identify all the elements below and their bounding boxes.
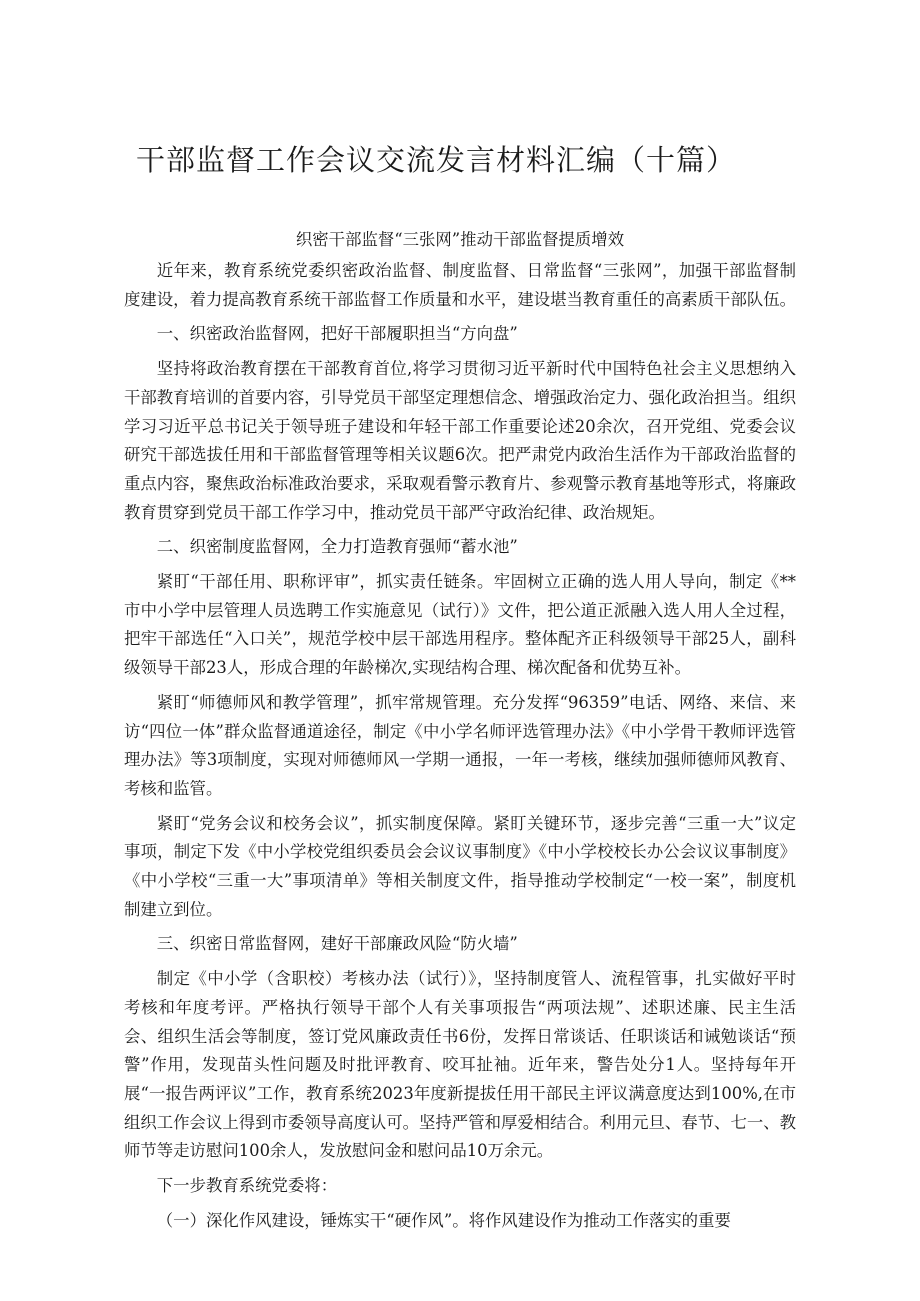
body-paragraph: 紧盯“干部任用、职称评审”，抓实责任链条。牢固树立正确的选人用人导向，制定《**市中小学中层管理人员选聘工作实施意见（试行）》文件，把公道正派融入选人用人全过程，把牢干部选任“入口关”，规范学校中层干部选用程序。整体配齐正科级领导干部25人，副科级领导干部23人，形成合理的年龄梯次,实现结构合理、梯次配备和优势互补。 xyxy=(124,572,796,678)
body-paragraph: （一）深化作风建设，锤炼实干“硬作风”。将作风建设作为推动工作落实的重要 xyxy=(156,1210,731,1230)
section-heading: 三、织密日常监督网，建好干部廉政风险“防火墙” xyxy=(156,934,518,954)
body-paragraph: 紧盯“师德师风和教学管理”，抓牢常规管理。充分发挥“96359”电话、网络、来信、来访“四位一体”群众监督通道途径，制定《中小学名师评选管理办法》《中小学骨干教师评选管理办法》等3项制度，实现对师德师风一学期一通报，一年一考核，继续加强师德师风教育、考核和监管。 xyxy=(124,692,796,798)
body-paragraph: 紧盯“党务会议和校务会议”，抓实制度保障。紧盯关键环节，逐步完善“三重一大”议定事项，制定下发《中小学校党组织委员会会议议事制度》《中小学校校长办公会议议事制度》《中小学校“三重一大”事项清单》等相关制度文件，指导推动学校制定“一校一案”，制度机制建立到位。 xyxy=(124,813,796,919)
section-heading: 二、织密制度监督网，全力打造教育强师“蓄水池” xyxy=(156,537,518,557)
body-paragraph: 制定《中小学（含职校）考核办法（试行）》，坚持制度管人、流程管事，扎实做好平时考核和年度考评。严格执行领导干部个人有关事项报告“两项法规”、述职述廉、民主生活会、组织生活会等制度，签订党风廉政责任书6份，发挥日常谈话、任职谈话和诫勉谈话“预警”作用，发现苗头性问题及时批评教育、咬耳扯袖。近年来，警告处分1人。坚持每年开展“一报告两评议”工作，教育系统2023年度新提拔任用干部民主评议满意度达到100%,在市组织工作会议上得到市委领导高度认可。坚持严管和厚爱相结合。利用元旦、春节、七一、教师节等走访慰问100余人，发放慰问金和慰问品10万余元。 xyxy=(124,969,797,1161)
page-title: 干部监督工作会议交流发言材料汇编（十篇） xyxy=(136,143,737,177)
document-body xyxy=(124,226,796,1242)
body-paragraph: 下一步教育系统党委将： xyxy=(156,1176,338,1196)
body-paragraph: 坚持将政治教育摆在干部教育首位,将学习贯彻习近平新时代中国特色社会主义思想纳入干部教育培训的首要内容，引导党员干部坚定理想信念、增强政治定力、强化政治担当。组织学习习近平总书记关于领导班子建设和年轻干部工作重要论述20余次，召开党组、党委会议研究干部选拔任用和干部监督管理等相关议题6次。把严肃党内政治生活作为干部政治监督的重点内容，聚焦政治标准政治要求，采取观看警示教育片、参观警示教育基地等形式，将廉政教育贯穿到党员干部工作学习中，推动党员干部严守政治纪律、政治规矩。 xyxy=(124,359,797,522)
section-heading: 一、织密政治监督网，把好干部履职担当“方向盘” xyxy=(156,324,518,344)
body-paragraph: 近年来，教育系统党委织密政治监督、制度监督、日常监督“三张网”，加强干部监督制度建设，着力提高教育系统干部监督工作质量和水平，建设堪当教育重任的高素质干部队伍。 xyxy=(124,261,797,309)
article-subtitle: 织密干部监督“三张网”推动干部监督提质增效 xyxy=(295,230,625,249)
